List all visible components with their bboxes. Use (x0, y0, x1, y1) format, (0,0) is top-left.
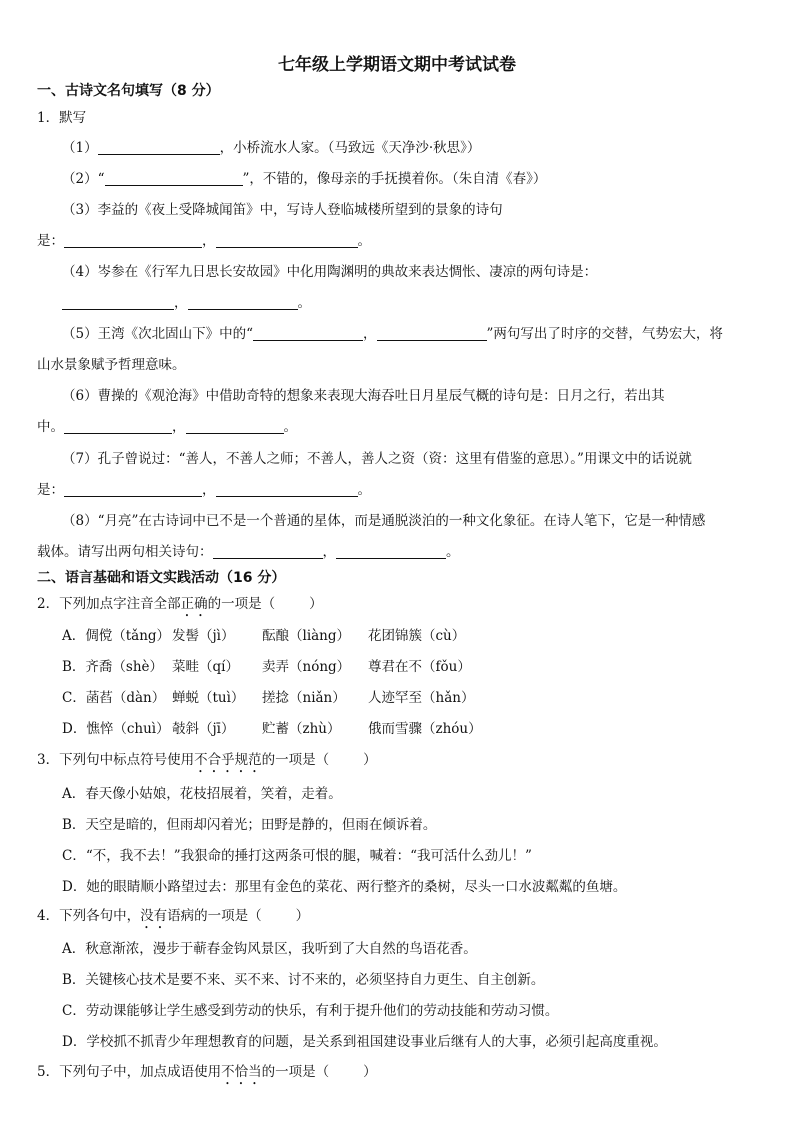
q4-option-b[interactable]: B．关键核心技术是要不来、买不来、讨不来的，必须坚持自力更生、自主创新。 (62, 972, 545, 988)
fill-item-3-text: （3）李益的《夜上受降城闻笛》中，写诗人登临城楼所望到的景象的诗句 (62, 202, 503, 218)
q3-option-c[interactable]: C．“不，我不去！”我狠命的捶打这两条可恨的腿，喊着：“我可活什么劲儿！” (62, 848, 532, 864)
page-title: 七年级上学期语文期中考试试卷 (278, 55, 516, 75)
option-word: 花团锦簇（cù） (368, 628, 466, 644)
option-word: D．憔悴（chuì） (62, 721, 170, 737)
stem-text: 5．下列句子中，加点成语使用 (37, 1064, 222, 1080)
q3-option-d[interactable]: D．她的眼睛顺小路望过去：那里有金色的菜花、两行整齐的桑树，尽头一口水波粼粼的鱼塘。 (62, 879, 627, 895)
fill-item-1 (62, 139, 782, 157)
fill-item-7-answer (37, 481, 757, 499)
option-word: 攲斜（jī） (172, 721, 235, 737)
option-word: A．倜傥（tǎng） (62, 628, 171, 644)
stem-text: 4．下列各句中， (37, 908, 141, 924)
answer-blank[interactable] (64, 482, 202, 497)
section-heading-1: 一、古诗文名句填写（8 分） (37, 83, 220, 99)
stem-text: 的一项是（ (207, 596, 276, 612)
separator: ， (172, 419, 186, 435)
emphasized-text: 不恰当 (221, 1064, 262, 1080)
separator: ， (202, 233, 216, 249)
emphasized-text: 不合乎规范 (194, 752, 262, 768)
option-word: 搓捻（niǎn） (262, 690, 346, 706)
end-mark: 。 (446, 544, 460, 560)
item-text: ，小桥流水人家。（马致远《天净沙·秋思》） (219, 140, 481, 156)
answer-blank[interactable] (62, 295, 174, 310)
fill-item-6-text: （6）曹操的《观沧海》中借助奇特的想象来表现大海吞吐日月星辰气概的诗句是：日月之行，若出其 (62, 388, 665, 404)
separator: ， (322, 544, 336, 560)
q4-option-c[interactable]: C．劳动课能够让学生感受到劳动的快乐，有利于提升他们的劳动技能和劳动习惯。 (62, 1003, 559, 1019)
option-word: C．菡萏（dàn） (62, 690, 166, 706)
fill-item-4-answer (62, 294, 782, 312)
end-mark: 。 (357, 482, 371, 498)
option-word: 发髻（jì） (172, 628, 235, 644)
option-word: 尊君在不（fǒu） (368, 659, 471, 675)
answer-blank[interactable] (188, 295, 298, 310)
question-2-stem (37, 595, 757, 620)
option-word: 蝉蜕（tuì） (172, 690, 245, 706)
separator: ， (202, 482, 216, 498)
answer-blank[interactable] (105, 171, 243, 186)
item-text: 载体。请写出两句相关诗句： (37, 544, 213, 560)
item-text: 是： (37, 482, 64, 498)
option-word: 俄而雪骤（zhóu） (368, 721, 482, 737)
stem-text: 3．下列句中标点符号使用 (37, 752, 195, 768)
end-mark: 。 (357, 233, 371, 249)
answer-blank[interactable] (98, 140, 220, 155)
close-paren: ） (295, 908, 310, 924)
option-word: 人迹罕至（hǎn） (368, 690, 475, 706)
answer-blank[interactable] (253, 326, 363, 341)
fill-item-7-text: （7）孔子曾说过：“善人，不善人之师；不善人，善人之资（资：这里有借鉴的意思）。”用课文中的话说就 (62, 451, 692, 467)
close-paren: ） (309, 596, 323, 612)
fill-item-5-line2: 山水景象赋予哲理意味。 (37, 357, 186, 373)
emphasized-text: 没有 (140, 908, 168, 924)
option-word: B．齐喬（shè） (62, 659, 164, 675)
stem-text: 的一项是（ (261, 752, 330, 768)
close-paren: ） (363, 752, 377, 768)
answer-blank[interactable] (64, 233, 202, 248)
q4-option-a[interactable]: A．秋意渐浓，漫步于蕲春金钩风景区，我听到了大自然的鸟语花香。 (62, 941, 477, 957)
fill-item-3-answer (37, 232, 757, 250)
option-word: 贮蓄（zhù） (262, 721, 341, 737)
item-text: 中。 (37, 419, 64, 435)
answer-blank[interactable] (213, 544, 323, 559)
question-3-stem (37, 751, 757, 776)
question-5-stem (37, 1063, 757, 1088)
end-mark: 。 (297, 295, 311, 311)
stem-text: 2．下列加点字注音全部 (37, 596, 181, 612)
q2-option-d[interactable] (62, 720, 782, 738)
close-paren: ） (363, 1064, 377, 1080)
fill-item-8-answer (37, 543, 757, 561)
q2-option-a[interactable] (62, 627, 782, 645)
q2-option-c[interactable] (62, 689, 782, 707)
item-text: （5）王湾《次北固山下》中的“ (62, 326, 253, 342)
emphasized-text: 正确 (180, 596, 208, 612)
fill-item-2 (62, 170, 782, 188)
item-number: （1） (62, 140, 98, 156)
question-4-stem (37, 907, 757, 932)
stem-text: 语病的一项是（ (167, 908, 262, 924)
answer-blank[interactable] (216, 482, 358, 497)
answer-blank[interactable] (377, 326, 487, 341)
fill-item-5 (62, 325, 782, 343)
fill-item-8-text: （8）“月亮”在古诗词中已不是一个普通的星体，而是通脱淡泊的一种文化象征。在诗人笔下，它是一种情感 (62, 513, 706, 529)
q3-option-b[interactable]: B．天空是暗的，但雨却闪着光；田野是静的，但雨在倾诉着。 (62, 817, 437, 833)
answer-blank[interactable] (336, 544, 446, 559)
separator: ， (363, 326, 377, 342)
answer-blank[interactable] (186, 419, 284, 434)
item-text: ”，不错的，像母亲的手抚摸着你。（朱自清《春》） (242, 171, 547, 187)
section-heading-2: 二、语言基础和语文实践活动（16 分） (37, 570, 286, 586)
item-text: ”两句写出了时序的交替，气势宏大，将 (486, 326, 723, 342)
item-text: 是： (37, 233, 64, 249)
fill-item-6-answer (37, 418, 757, 436)
separator: ， (174, 295, 188, 311)
option-word: 酝酿（liàng） (262, 628, 351, 644)
end-mark: 。 (283, 419, 297, 435)
stem-text: 的一项是（ (261, 1064, 330, 1080)
option-word: 菜畦（qí） (172, 659, 239, 675)
q2-option-b[interactable] (62, 658, 782, 676)
answer-blank[interactable] (216, 233, 358, 248)
item-number: （2）“ (62, 171, 105, 187)
q3-option-a[interactable]: A．春天像小姑娘，花枝招展着，笑着，走着。 (62, 786, 342, 802)
answer-blank[interactable] (64, 419, 172, 434)
fill-item-4-text: （4）岑参在《行军九日思长安故园》中化用陶渊明的典故来表达惆怅、凄凉的两句诗是： (62, 264, 598, 280)
question-1-label: 1．默写 (37, 110, 87, 126)
option-word: 卖弄（nóng） (262, 659, 351, 675)
q4-option-d[interactable]: D．学校抓不抓青少年理想教育的问题，是关系到祖国建设事业后继有人的大事，必须引起高度重视。 (62, 1034, 667, 1050)
